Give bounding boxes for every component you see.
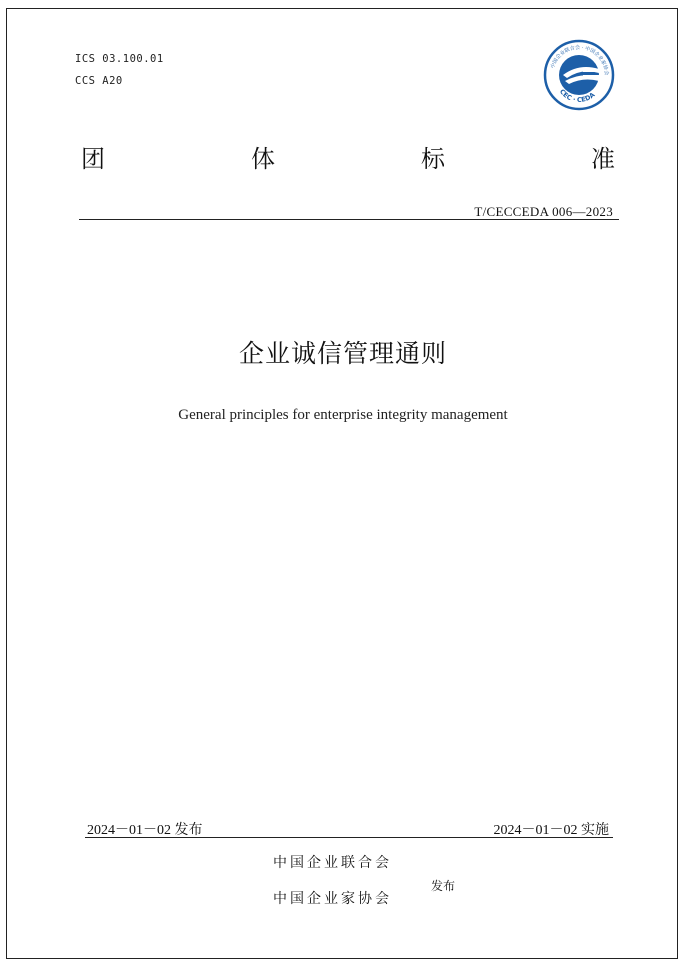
document-title-english: General principles for enterprise integrity management bbox=[178, 407, 508, 423]
standard-type-char: 准 bbox=[591, 145, 615, 173]
publisher-org-2: 中国企业家协会 bbox=[273, 891, 392, 907]
publish-label: 发布 bbox=[431, 879, 456, 893]
ics-code: ICS 03.100.01 bbox=[75, 53, 164, 65]
ccs-code: CCS A20 bbox=[75, 75, 123, 87]
standard-cover-page bbox=[6, 8, 678, 959]
standard-type-heading bbox=[81, 139, 621, 173]
standard-code: T/CECCEDA 006—2023 bbox=[474, 204, 613, 219]
logo-bottom-text: CEC · CEDA bbox=[557, 87, 597, 105]
implementation-date: 2024－01－02 实施 bbox=[493, 823, 609, 838]
standard-type-char: 标 bbox=[421, 145, 445, 173]
standard-type-char: 团 bbox=[81, 145, 105, 173]
release-date: 2024－01－02 发布 bbox=[87, 823, 203, 838]
publisher-org-1: 中国企业联合会 bbox=[273, 855, 392, 871]
standard-type-char: 体 bbox=[251, 145, 275, 173]
footer-divider bbox=[85, 837, 613, 838]
logo-ring-text: 中国企业联合会 · 中国企业家协会 bbox=[549, 44, 610, 76]
cec-ceda-logo-icon bbox=[543, 39, 615, 111]
document-title-chinese: 企业诚信管理通则 bbox=[238, 339, 447, 368]
logo-graphic bbox=[543, 39, 615, 111]
header-divider bbox=[79, 219, 619, 220]
